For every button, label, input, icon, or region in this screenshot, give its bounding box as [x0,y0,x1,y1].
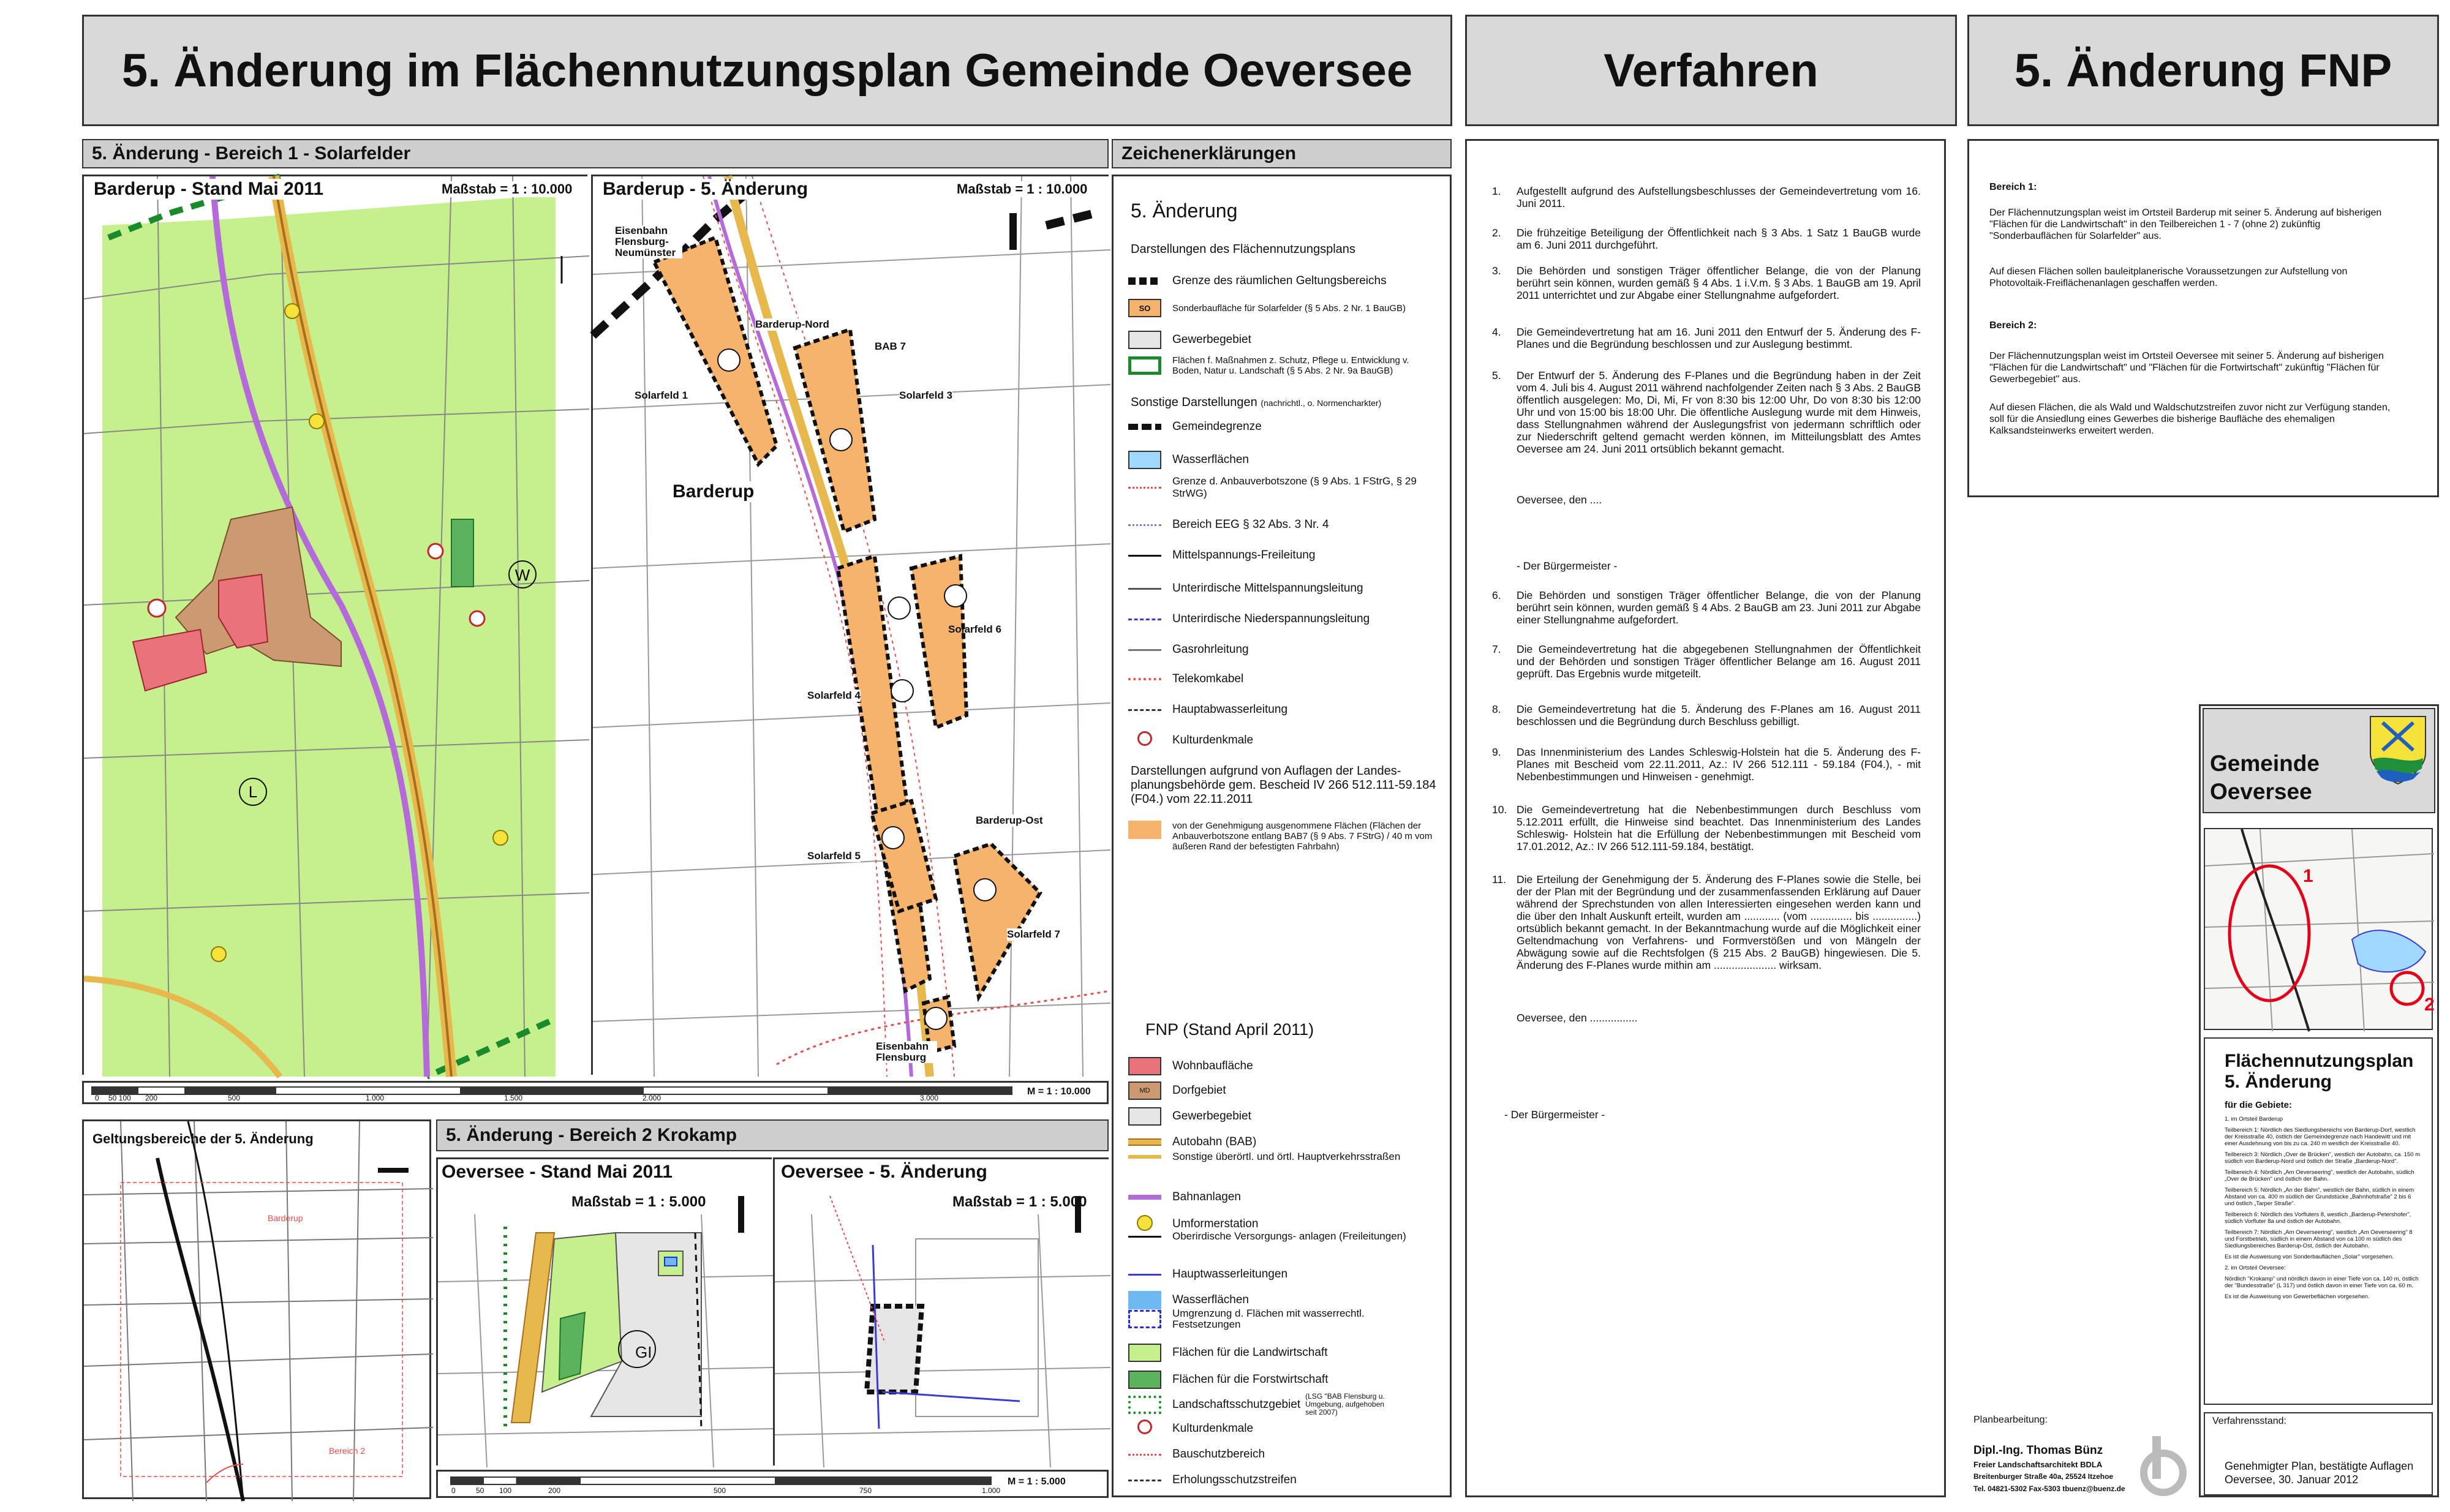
plan-small-line: Teilbereich 5: Nördlich „An der Bahn", westlich der Bahn, südlich in einem Abstand von ca. 400 m südlich der Grundstücke „Bahnhofstraße" 2 bis 6 und östlich „Tarper Straße". [2225,1187,2414,1207]
legend-item-ausgenommen [1128,821,1434,852]
map3-title: Oeversee - Stand Mai 2011 [442,1162,673,1182]
scalebar2-tick-5: 750 [859,1486,872,1495]
scalebar1-tick-2: 200 [145,1094,158,1102]
legend-label-hauptwasser: Hauptwasserleitungen [1172,1268,1288,1281]
coat-of-arms-icon [2364,710,2432,787]
verfahren-item-text: Die Erteilung der Genehmigung der 5. Änderung des F-Planes sowie die Stelle, bei der der Plan mit der Begründung und der zusammenfassenden Erklärung auf Dauer während der Sprechstunden von allen Interessierten eingesehen werden kann und die über den Inhalt Auskunft erteilt, wurden am ............ (vom .............. bis ...............) ortsüblich bekannt gemacht. In der Bekanntmachung wurde auf die Möglichkeit einer Geltendmachung von Verfahrens- und Formverstößen und von Mängeln der Abwägung sowie auf die Rechtsfolgen (§ 215 Abs. 2 BauGB) hingewiesen. Die 5. Änderung des F-Planes wurde mithin am ..................... wirksam. [1517,873,1921,971]
label-eisenbahn-bottom: Eisenbahn Flensburg [876,1041,937,1063]
map-oeversee-stand [436,1157,772,1465]
legend-item-freileitung [1128,1231,1422,1242]
verfahren-item-text: Die Behörden und sonstigen Träger öffentlicher Belange, die von der Planung berührt sein können, wurden gemäß § 4 Abs. 1 i.V.m. § 3 Abs. 1 BauGB am 19. April 2011 unterrichtet und zur Abgabe einer Stellungnahme aufgefordert. [1517,265,1921,301]
verfahren-item [1492,265,1958,301]
overview-map-gemeinde [2204,828,2433,1030]
legend-label-unt-nieder: Unterirdische Niederspannungsleitung [1172,612,1370,625]
legend-item-bahn [1128,1190,1241,1204]
verfahrensstand-line1: Genehmigter Plan, bestätigte Auflagen [2225,1460,2414,1472]
legend-item-gewerbe1 [1128,331,1251,349]
legend-swatch-bahn [1128,1195,1161,1200]
plan-small-line: Nördlich "Krokamp" und nördlich davon in einer Tiefe von ca. 140 m, östlich der "Bundesstraße" (L 317) und östlich davon in einer Tiefe von ca. 60 m. [2225,1276,2419,1289]
scalebar1-tick-5: 1.500 [504,1094,523,1102]
planbearbeitung-name: Dipl.-Ing. Thomas Bünz [1973,1444,2103,1457]
map-barderup-aenderung [591,175,1109,1075]
legend-item-gas [1128,643,1249,656]
legend-swatch-mittelspannung [1128,555,1161,557]
fnp-b1-title: Bereich 1: [1989,182,2037,192]
legend-swatch-landwirtschaft [1128,1344,1161,1362]
fnp-b1-p1: Der Flächennutzungsplan weist im Ortsteil Barderup mit seiner 5. Änderung auf bisherigen "Flächen für die Landwirtschaft" in den Teilbereichen 1 - 7 (ohne 2) zukünftig "Sonderbauflächen für Solarfelder" aus. [1989,208,2382,241]
legend-bar-label: Zeichenerklärungen [1121,143,1297,164]
legend-label-autobahn: Autobahn (BAB) [1172,1135,1257,1148]
scalebar1-tick-4: 1.000 [366,1094,385,1102]
legend-item-forst [1128,1371,1328,1389]
legend-label-wasser1: Wasserflächen [1172,453,1249,466]
verfahren-item-text: Die Gemeindevertretung hat am 16. Juni 2011 den Entwurf der 5. Änderung des F-Planes und die Begründung beschlossen und zur Auslegung bestimmt. [1517,326,1921,350]
label-solarfeld3: Solarfeld 3 [899,389,952,401]
overview-label-2: 2 [2424,995,2435,1015]
scalebar2-tick-2: 100 [499,1486,512,1495]
legend-swatch-erholung [1128,1480,1161,1481]
verfahren-item [1492,369,1958,455]
scalebar2-graphic [450,1476,992,1485]
section2-bar-label: 5. Änderung - Bereich 2 Krokamp [446,1125,737,1145]
legend-swatch-dorf: MD [1128,1081,1161,1100]
legend-item-abwasser [1128,703,1287,717]
map1-title: Barderup - Stand Mai 2011 [90,179,327,200]
legend-item-telekom [1128,672,1243,686]
overview-label-bereich2: Bereich 2 [329,1446,366,1456]
legend-swatch-wasserrecht [1128,1310,1161,1328]
map3-scale: Maßstab = 1 : 5.000 [571,1194,706,1210]
fnp-title: 5. Änderung FNP [2014,44,2392,97]
verfahren-title-box [1465,15,1957,126]
kulturdenkmal-icon [1128,731,1161,750]
legend-swatch-solar: SO [1128,299,1161,317]
legend-swatch-wasser2 [1128,1291,1161,1309]
legend-item-unt-nieder [1128,612,1370,626]
planbearbeitung-address: Breitenburger Straße 40a, 25524 Itzehoe [1973,1472,2114,1481]
legend-item-mittelspannung [1128,549,1315,562]
planbearbeitung-label: Planbearbeitung: [1973,1415,2048,1425]
legend-label-kulturdenkmal1: Kulturdenkmale [1172,734,1254,747]
legend-swatch-anbauverbot [1128,487,1161,489]
plan-small-line: Teilbereich 3: Nördlich „Over de Brücken", westlich der Autobahn, ca. 150 m südlich von Barderup-Nord und östlich der Straße „Barderup-Nord". [2225,1151,2421,1165]
scalebar-section2 [436,1470,1109,1498]
legend-sub2 [1131,396,1381,410]
main-title-box [82,15,1452,126]
legend-swatch-telekom [1128,678,1161,680]
legend-item-gewerbe2 [1128,1107,1251,1126]
legend-swatch-gas [1128,649,1161,651]
legend-item-wasserrecht [1128,1308,1422,1330]
overview-map-gemeinde-graphic [2205,829,2434,1031]
label-barderup-ost: Barderup-Ost [976,814,1043,826]
map4-scale: Maßstab = 1 : 5.000 [952,1194,1087,1210]
main-title: 5. Änderung im Flächennutzungsplan Gemeinde Oeversee [121,44,1413,97]
verfahren-item [1492,643,1958,680]
verfahren-item [1492,589,1958,626]
scalebar2-tick-1: 50 [476,1486,484,1495]
verfahren-item [1492,746,1958,783]
section1-bar-label: 5. Änderung - Bereich 1 - Solarfelder [92,143,411,164]
legend-item-erholung [1128,1473,1297,1487]
verfahren-item-number: 1. [1492,185,1501,197]
fnp-title-box [1967,15,2439,126]
legend-label-mittelspannung: Mittelspannungs-Freileitung [1172,549,1316,562]
legend-label-wasserrecht: Umgrenzung d. Flächen mit wasserrechtl. Festsetzungen [1172,1307,1365,1330]
legend-label-umformer: Umformerstation [1172,1217,1259,1230]
legend-heading: 5. Änderung [1131,200,1238,222]
plan-small-line: Es ist die Ausweisung von Sonderbauflächen „Solar" vorgesehen. [2225,1254,2394,1260]
scalebar1-tick-7: 3.000 [920,1094,939,1102]
scalebar1-tick-1: 50 100 [108,1094,131,1102]
section2-bar [436,1119,1109,1151]
legend-swatch-freileitung [1128,1236,1161,1238]
verfahren-item-text: Der Entwurf der 5. Änderung des F-Planes und die Begründung haben in der Zeit vom 4. Juli bis 4. August 2011 während nachfolgender Zeiten nach § 3 Abs. 2 BauGB öffentlich ausgelegen: Mo, Di, Mi, Fr von 8:30 bis 12:00 Uhr, Do von 8:30 bis 12:00 Uhr und von 15:00 bis 18:00 Uhr. Die öffentliche Auslegung wurde mit dem Hinweis, dass Stellungnahmen während der Auslegungsfrist von jedermann schriftlich oder zur Niederschrift geltend gemacht werden können, im Mitteilungsblatt des Amtes Oeversee am 24. Juni 2011 ortsüblich bekannt gemacht. [1517,369,1921,455]
plan-small-line: Teilbereich 4: Nördlich „Am Oeverseering", westlich der Autobahn, südlich „Over de Brücken" und östlich der Bahn. [2225,1169,2414,1183]
legend-swatch-lsg [1128,1396,1161,1414]
legend-label-kulturdenkmal2: Kulturdenkmale [1172,1422,1254,1435]
scalebar1-ratio: M = 1 : 10.000 [1027,1086,1091,1097]
legend-label-landwirtschaft: Flächen für die Landwirtschaft [1172,1346,1328,1359]
map-label-l: L [248,783,258,801]
planbearbeitung-contact: Tel. 04821-5302 Fax-5303 tbuenz@buenz.de [1973,1484,2125,1493]
verfahren-item-text: Aufgestellt aufgrund des Aufstellungsbeschlusses der Gemeindevertretung vom 16. Juni 2011. [1517,185,1921,209]
legend-label-gas: Gasrohrleitung [1172,643,1249,656]
legend-swatch-gemeindegrenze [1128,424,1161,430]
verfahren-item-number: 3. [1492,265,1501,277]
legend-swatch-wohn [1128,1057,1161,1075]
verfahren-item [1492,803,1958,852]
verfahren-item-text: Die Gemeindevertretung hat die Nebenbestimmungen durch Beschluss vom 5.12.2011 erfüllt, die Hinweise sind beachtet. Das Innenministerium des Landes Schleswig- Holstein hat die Erfüllung der Nebenbestimmungen mit Bescheid vom 17.01.2012, Az.: IV 266 512.111-59.184, bestätigt. [1517,803,1921,852]
legend-label-geltungsbereich: Grenze des räumlichen Geltungsbereichs [1172,274,1387,287]
overview-geltungsbereiche-graphic [84,1121,433,1501]
legend-item-wasser1 [1128,451,1249,469]
map-barderup-stand-graphic [84,176,589,1077]
verfahren-item [1492,703,1958,728]
map1-scale: Maßstab = 1 : 10.000 [439,181,575,197]
legend-label-dorf: Dorfgebiet [1172,1084,1226,1097]
verfahren-item-number: 9. [1492,746,1501,758]
verfahren-item [1492,185,1958,209]
legend-label-solar: Sonderbaufläche für Solarfelder (§ 5 Abs. 2 Nr. 1 BauGB) [1172,303,1406,314]
verfahren-item-text: Die Behörden und sonstigen Träger öffentlicher Belange, die von der Planung berührt sein können, wurden gemäß § 4 Abs. 2 BauGB am 23. Juni 2011 zur Abgabe einer Stellungnahme aufgefordert. [1517,589,1921,626]
verfahren-item-number: 6. [1492,589,1501,601]
legend-sub2-note: (nachrichtl., o. Normencharkter) [1261,398,1382,408]
scalebar2-tick-0: 0 [451,1486,456,1495]
legend-item-hauptwasser [1128,1268,1287,1281]
overview-title: Geltungsbereiche der 5. Änderung [92,1131,314,1146]
legend-fnp-heading: FNP (Stand April 2011) [1145,1020,1314,1039]
legend-item-massnahmen [1128,355,1434,376]
legend-item-geltungsbereich [1128,274,1387,288]
legend-label-anbauverbot: Grenze d. Anbauverbotszone (§ 9 Abs. 1 FStrG, § 29 StrWG) [1172,475,1417,499]
map2-scale: Maßstab = 1 : 10.000 [954,181,1090,197]
plan-title-line2: 5. Änderung [2225,1072,2332,1092]
verfahren-item-number: 2. [1492,227,1501,239]
legend-label-forst: Flächen für die Forstwirtschaft [1172,1373,1329,1386]
verfahren-item-number: 8. [1492,703,1501,715]
legend-label-telekom: Telekomkabel [1172,672,1244,685]
verfahren-title: Verfahren [1604,44,1819,97]
label-solarfeld4: Solarfeld 4 [807,690,861,701]
legend-label-eeg: Bereich EEG § 32 Abs. 3 Nr. 4 [1172,518,1329,531]
legend-item-kulturdenkmal1 [1128,731,1253,750]
label-solarfeld1: Solarfeld 1 [635,389,688,401]
plan-title-fuer: für die Gebiete: [2225,1100,2293,1110]
legend-item-autobahn [1128,1135,1256,1149]
label-bab7: BAB 7 [875,340,907,352]
legend-label-massnahmen: Flächen f. Maßnahmen z. Schutz, Pflege u. Entwicklung v. Boden, Natur u. Landschaft (§ 5 Abs. 2 Nr. 9a BauGB) [1172,355,1409,376]
map4-title: Oeversee - 5. Änderung [781,1162,987,1182]
legend-label-strassen: Sonstige überörtl. und örtl. Hauptverkehrsstraßen [1172,1151,1401,1162]
legend-label-unt-mittel: Unterirdische Mittelspannungsleitung [1172,582,1363,595]
legend-item-landwirtschaft [1128,1344,1327,1362]
plan-title-line1: Flächennutzungsplan [2225,1051,2414,1071]
verfahren-item [1492,227,1958,251]
legend-swatch-autobahn [1128,1138,1161,1146]
map-barderup-aenderung-graphic [593,176,1110,1077]
legend-label-wasser2: Wasserflächen [1172,1293,1249,1306]
legend-swatch-eeg [1128,524,1161,526]
scalebar-section1 [82,1081,1109,1104]
legend-sub2-label: Sonstige Darstellungen [1131,396,1257,409]
overview-geltungsbereiche [82,1119,431,1499]
legend-swatch-massnahmen [1128,356,1161,375]
legend-swatch-strassen [1128,1155,1161,1159]
plan-small-line: 1. im Ortsteil Barderup [2225,1116,2283,1123]
legend-swatch-geltungsbereich [1128,277,1161,285]
map-oeversee-aenderung [773,1157,1109,1465]
verfahrensstand-line2: Oeversee, 30. Januar 2012 [2225,1473,2359,1486]
scalebar2-ratio: M = 1 : 5.000 [1008,1476,1066,1487]
planbearbeitung-firm: Freier Landschaftsarchitekt BDLA [1973,1460,2103,1469]
verfahren-item-text: Die frühzeitige Beteiligung der Öffentlichkeit nach § 3 Abs. 1 Satz 1 BauGB wurde am 6. Juni 2011 durchgeführt. [1517,227,1921,251]
map2-title: Barderup - 5. Änderung [599,179,812,200]
verfahren-item [1492,873,1958,971]
legend-label-abwasser: Hauptabwasserleitung [1172,703,1288,716]
scalebar2-tick-3: 200 [548,1486,561,1495]
legend-item-wasser2 [1128,1291,1249,1309]
legend-swatch-gewerbe2 [1128,1107,1161,1126]
label-eisenbahn-top: Eisenbahn Flensburg- Neumünster [615,225,682,258]
verfahren-sign2: - Der Bürgermeister - [1504,1108,1605,1121]
scalebar1-tick-6: 2.000 [643,1094,662,1102]
fnp-b1-p2: Auf diesen Flächen sollen bauleitplanerische Voraussetzungen zur Aufstellung von Photovoltaik-Freiflächenanlagen geschaffen werden. [1989,266,2348,288]
plan-small-line: Teilbereich 7: Nördlich „Am Oeverseering", westlich „Am Oeverseering" 8 und Forstbetrieb, südlich in einem Abstand von ca 100 m südlich des Siedlungsbereiches Barderup-Ost, östlich der Autobahn. [2225,1229,2413,1249]
section1-bar [82,139,1109,168]
legend-swatch-forst [1128,1371,1161,1389]
legend-item-solar [1128,299,1434,317]
gemeinde-name: Gemeinde Oeversee [2210,751,2320,804]
map3-gi-label: GI [635,1343,652,1361]
legend-swatch-bauschutz [1128,1454,1161,1456]
legend-item-wohn [1128,1057,1253,1075]
verfahren-item-text: Die Gemeindevertretung hat die abgegebenen Stellungnahmen der Öffentlichkeit und der Behörden und sonstigen Träger öffentlicher Belange am 16. August 2011 geprüft. Das Ergebnis wurde mitgeteilt. [1517,643,1921,680]
legend-swatch-gewerbe1 [1128,331,1161,349]
verfahren-item-number: 11. [1492,873,1507,886]
legend-bar [1112,139,1452,168]
plan-small-lines [2225,1116,2421,1304]
overview-label-1: 1 [2303,866,2313,886]
legend-label-gemeindegrenze: Gemeindegrenze [1172,420,1262,433]
legend-item-lsg [1128,1393,1447,1416]
buenz-logo-icon [2133,1430,2194,1500]
legend-label-bahn: Bahnanlagen [1172,1190,1241,1203]
legend-item-kulturdenkmal2 [1128,1420,1253,1438]
legend-item-bauschutz [1128,1448,1265,1461]
legend-label-gewerbe1: Gewerbegebiet [1172,333,1251,346]
legend-sub1: Darstellungen des Flächennutzungsplans [1131,243,1355,256]
legend-item-gemeindegrenze [1128,420,1262,434]
verfahren-item [1492,326,1958,350]
label-solarfeld6: Solarfeld 6 [948,623,1001,635]
legend-label-gewerbe2: Gewerbegebiet [1172,1110,1251,1123]
scalebar2-tick-4: 500 [714,1486,726,1495]
label-barderup: Barderup [673,481,755,502]
plan-small-line: Es ist die Ausweisung von Gewerbeflächen vorgesehen. [2225,1293,2370,1300]
legend-swatch-ausgenommen [1128,821,1161,839]
legend-swatch-wasser1 [1128,451,1161,469]
legend-item-unt-mittel [1128,582,1363,595]
legend-label-lsg: Landschaftsschutzgebiet [1172,1397,1301,1411]
verfahren-item-number: 10. [1492,803,1507,816]
label-solarfeld7: Solarfeld 7 [1007,928,1060,940]
kulturdenkmal-icon [1128,1420,1161,1438]
plan-small-line: Teilbereich 6: Nördlich des Vorfluters 8, westlich „Barderup-Petershofer", südlich Vorfluter 8a und östlich der Autobahn. [2225,1211,2411,1225]
legend-label-freileitung: Oberirdische Versorgungs- anlagen (Freileitungen) [1172,1230,1406,1242]
fnp-b2-title: Bereich 2: [1989,320,2037,331]
scalebar2-tick-6: 1.000 [982,1486,1001,1495]
map-barderup-stand [82,175,587,1075]
legend-label-wohn: Wohnbaufläche [1172,1059,1253,1072]
legend-swatch-hauptwasser [1128,1274,1161,1276]
verfahren-item-number: 4. [1492,326,1501,338]
fnp-b2-p1: Der Flächennutzungsplan weist im Ortsteil Oeversee mit seiner 5. Änderung auf bisherigen "Flächen für die Landwirtschaft" und "Flächen für die Fortwirtschaft" zukünftig "Flächen für Gewerbegebiet" aus. [1989,351,2384,385]
plan-small-line: 2. im Ortsteil Oeversee: [2225,1265,2286,1271]
legend-item-dorf [1128,1081,1226,1100]
legend-lsg-note: (LSG "BAB Flensburg u. Umgebung, aufgehoben seit 2007) [1305,1392,1385,1416]
verfahren-item-number: 5. [1492,369,1501,382]
verfahren-item-text: Das Innenministerium des Landes Schleswig-Holstein hat die 5. Änderung des F-Planes mit Bescheid vom 22.11.2011, Az.: IV 266 512.111 - 59.184 (F04.), - mit Nebenbestimmungen und Hinweisen - genehmigt. [1517,746,1921,783]
legend-item-strassen [1128,1151,1434,1162]
fnp-b2-p2: Auf diesen Flächen, die als Wald und Waldschutzstreifen zuvor nicht zur Verfügung standen, soll für die Ansiedlung eines Gewerbes die bisherige Baufläche des ehemaligen Kalksandsteinwerks erweitert werden. [1989,402,2391,436]
legend-item-eeg [1128,518,1329,532]
scalebar1-tick-0: 0 [95,1094,99,1102]
legend-label-ausgenommen: von der Genehmigung ausgenommene Flächen (Flächen der Anbauverbotszone entlang BAB7 (§ 9 Abs. 7 FStrG) / 40 m vom äußeren Rand der befestigten Fahrbahn) [1172,821,1433,852]
legend-label-bauschutz: Bauschutzbereich [1172,1448,1265,1461]
verfahren-place1: Oeversee, den .... [1517,494,1602,506]
legend-item-anbauverbot [1128,475,1434,500]
verfahren-item-number: 7. [1492,643,1501,655]
label-barderup-nord: Barderup-Nord [755,318,829,330]
label-solarfeld5: Solarfeld 5 [807,850,861,862]
overview-label-barderup: Barderup [268,1213,303,1223]
legend-swatch-abwasser [1128,709,1161,711]
scalebar1-tick-3: 500 [228,1094,241,1102]
legend-sub3: Darstellungen aufgrund von Auflagen der Landes- planungsbehörde gem. Bescheid IV 266 512.111-59.184 (F04.) vom 22.11.2011 [1131,764,1436,806]
plan-small-line: Teilbereich 1: Nördlich des Siedlungsbereichs von Barderup-Dorf, westlich der Kreisstraße 40, östlich der Gemeindegrenze nach Handewitt und mit einer Ausdehnung von bis zu ca. 240 m westlich der Kreisstraße 40. [2225,1127,2416,1147]
verfahren-item-text: Die Gemeindevertretung hat die 5. Änderung des F-Planes am 16. August 2011 beschlossen und die Begründung durch Beschluss gebilligt. [1517,703,1921,728]
verfahren-sign1: - Der Bürgermeister - [1517,560,1618,572]
verfahren-place2: Oeversee, den ................ [1517,1012,1638,1024]
legend-label-erholung: Erholungsschutzstreifen [1172,1473,1297,1486]
legend-swatch-unt-mittel [1128,588,1161,590]
verfahrensstand-label: Verfahrensstand: [2212,1416,2286,1426]
legend-swatch-unt-nieder [1128,619,1161,620]
map-label-w: W [514,566,530,584]
